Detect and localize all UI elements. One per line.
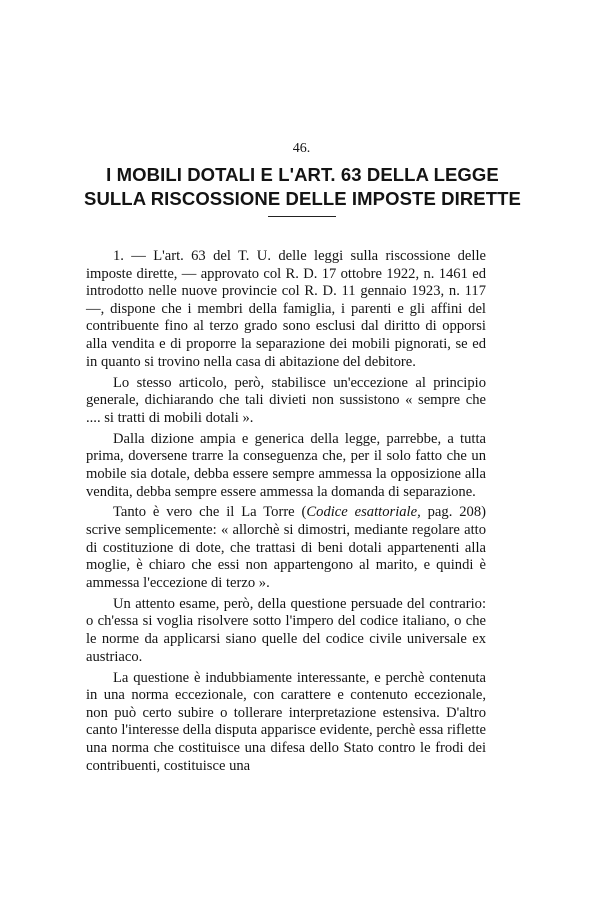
paragraph-4-start: Tanto è vero che il La Torre ( bbox=[113, 504, 307, 521]
paragraph-3: Dalla dizione ampia e generica della legge, parrebbe, a tutta prima, doversene trarre la conseguenza che, per il solo fatto che un mobile sia dotale, debba essere sempre ammessa la opposizione alla vendita, debba sempre essere ammessa la domanda di separazione. bbox=[86, 430, 486, 500]
title-divider bbox=[268, 216, 336, 217]
citation-title: Codice esattoriale, bbox=[306, 504, 421, 521]
page-number: 46. bbox=[292, 141, 311, 156]
paragraph-4-end: pag. 208) scrive semplicemente: « allorchè si dimostri, mediante regolare atto di costituzione di dote, che trattasi di beni dotali appartenenti alla moglie, è chiaro che essi non appartengono al marito, e quindi è ammessa l'eccezione di terzo ». bbox=[86, 504, 486, 591]
paragraph-2: Lo stesso articolo, però, stabilisce un'eccezione al principio generale, dichiarando che tali divieti non sussistono « sempre che .... si tratti di mobili dotali ». bbox=[86, 374, 486, 426]
article-title bbox=[60, 163, 545, 211]
paragraph-5: Un attento esame, però, della questione persuade del contrario: o ch'essa si voglia risolvere sotto l'impero del codice italiano, o che le norme da applicarsi siano quelle del codice civile universale ex austriaco. bbox=[86, 595, 486, 665]
title-line-2: SULLA RISCOSSIONE DELLE IMPOSTE DIRETTE bbox=[84, 188, 521, 209]
title-line-1: I MOBILI DOTALI E L'ART. 63 DELLA LEGGE bbox=[106, 164, 499, 185]
paragraph-1: 1. — L'art. 63 del T. U. delle leggi sulla riscossione delle imposte dirette, — approvato col R. D. 17 ottobre 1922, n. 1461 ed introdotto nelle nuove provincie col R. D. 11 gennaio 1923, n. 117 —, dispone che i membri della famiglia, i parenti e gli affini del contribuente fino al terzo grado sono esclusi dal diritto di opporsi alla vendita e di proporre la separazione dei mobili pignorati, se ed in quanto si trovino nella casa di abitazione del debitore. bbox=[86, 248, 486, 370]
article-body bbox=[86, 248, 486, 775]
paragraph-4 bbox=[86, 504, 486, 592]
paragraph-6: La questione è indubbiamente interessante, e perchè contenuta in una norma eccezionale, con carattere e contenuto eccezionale, non può certo subire o tollerare interpretazione estensiva. D'altro canto l'interesse della disputa apparisce evidente, perchè essa riflette una norma che costituisce una difesa dello Stato contro le frodi dei contribuenti, costituisce una bbox=[86, 669, 486, 774]
